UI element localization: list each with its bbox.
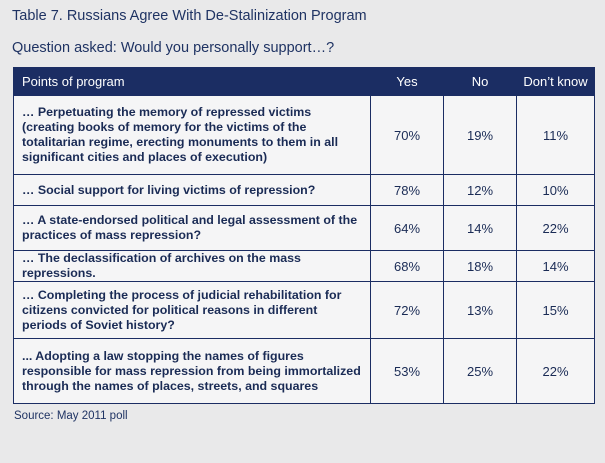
row-no: 12% — [444, 175, 517, 206]
row-dont-know: 10% — [517, 175, 595, 206]
table-row — [14, 96, 595, 175]
row-point: … Perpetuating the memory of repressed victims (creating books of memory for the victims of the totalitarian regime, erecting monuments to them in all significant cities and places of execution) — [14, 96, 371, 175]
row-dont-know: 14% — [517, 251, 595, 282]
row-no: 18% — [444, 251, 517, 282]
row-dont-know: 15% — [517, 282, 595, 339]
row-dont-know: 22% — [517, 339, 595, 404]
table-row — [14, 251, 595, 282]
row-point: ... Adopting a law stopping the names of figures responsible for mass repression from being immortalized through the names of places, streets, and squares — [14, 339, 371, 404]
row-point: … Completing the process of judicial rehabilitation for citizens convicted for political reasons in different periods of Soviet history? — [14, 282, 371, 339]
results-table — [13, 67, 595, 404]
question-text: Question asked: Would you personally support…? — [12, 40, 335, 56]
row-point: … Social support for living victims of repression? — [14, 175, 371, 206]
row-yes: 70% — [371, 96, 444, 175]
row-yes: 72% — [371, 282, 444, 339]
header-yes: Yes — [371, 68, 444, 96]
table-row — [14, 206, 595, 251]
row-dont-know: 11% — [517, 96, 595, 175]
row-no: 19% — [444, 96, 517, 175]
row-yes: 68% — [371, 251, 444, 282]
table-row — [14, 282, 595, 339]
row-no: 13% — [444, 282, 517, 339]
row-no: 14% — [444, 206, 517, 251]
row-point: … A state-endorsed political and legal assessment of the practices of mass repression? — [14, 206, 371, 251]
header-dont-know: Don’t know — [517, 68, 595, 96]
table-title: Table 7. Russians Agree With De-Stalinization Program — [12, 8, 367, 24]
table-row — [14, 175, 595, 206]
row-no: 25% — [444, 339, 517, 404]
header-no: No — [444, 68, 517, 96]
row-point: … The declassification of archives on the mass repressions. — [14, 251, 371, 282]
row-yes: 78% — [371, 175, 444, 206]
table-row — [14, 339, 595, 404]
source-note: Source: May 2011 poll — [14, 410, 128, 422]
row-dont-know: 22% — [517, 206, 595, 251]
row-yes: 64% — [371, 206, 444, 251]
table-header-row — [14, 68, 595, 96]
row-yes: 53% — [371, 339, 444, 404]
header-points: Points of program — [14, 68, 371, 96]
results-table-container — [13, 67, 594, 404]
